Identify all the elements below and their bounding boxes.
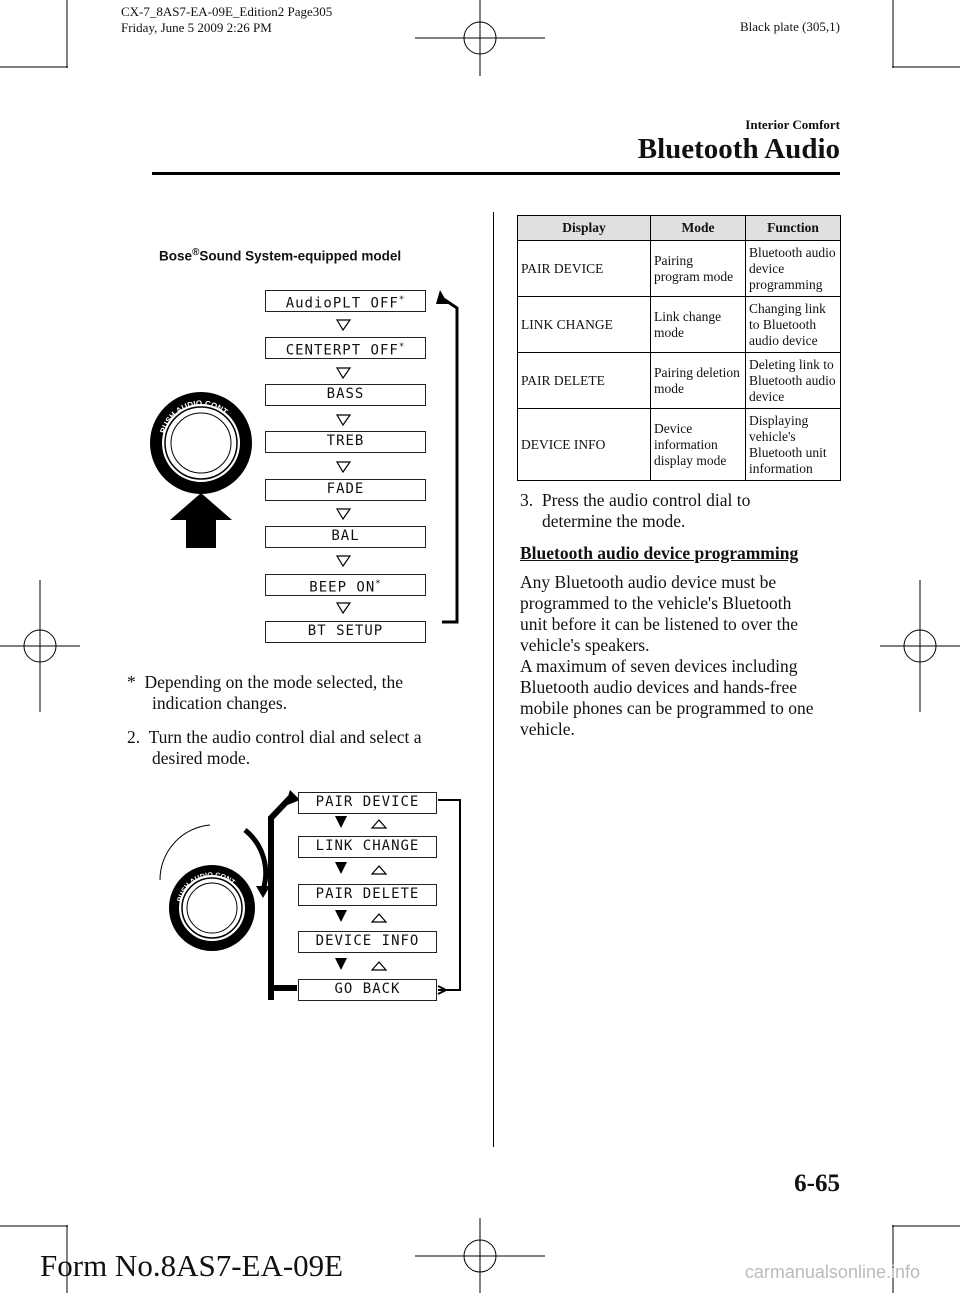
date-line: Friday, June 5 2009 2:26 PM <box>121 20 272 35</box>
menu-item-treb: TREB <box>265 431 426 453</box>
table-row: PAIR DELETE Pairing deletion mode Deleting link to Bluetooth audio device <box>518 353 841 409</box>
step-2: 2. Turn the audio control dial and select a desired mode. <box>127 727 422 768</box>
menu-item-bass: BASS <box>265 384 426 406</box>
col-mode: Mode <box>651 216 746 241</box>
watermark: carmanualsonline.info <box>744 1262 920 1282</box>
col-function: Function <box>746 216 841 241</box>
mode-function-table <box>517 215 841 481</box>
menu-item-bal: BAL <box>265 526 426 548</box>
bt-menu-device-info: DEVICE INFO <box>298 931 437 953</box>
cycle-arrow-icon <box>436 290 448 304</box>
page-title: Bluetooth Audio <box>637 133 840 165</box>
table-row: LINK CHANGE Link change mode Changing link to Bluetooth audio device <box>518 297 841 353</box>
page-number: 6-65 <box>794 1170 840 1197</box>
push-arrow-icon <box>170 493 232 548</box>
plate-label: Black plate (305,1) <box>740 19 840 34</box>
table-row: DEVICE INFO Device information display mode Displaying vehicle's Bluetooth unit information <box>518 409 841 481</box>
bt-menu-go-back: GO BACK <box>298 979 437 1001</box>
menu-item-beep: BEEP ON* <box>265 574 426 596</box>
table-header-row <box>518 216 841 241</box>
indication-note: * Depending on the mode selected, the indication changes. <box>127 672 404 713</box>
menu-item-bt-setup: BT SETUP <box>265 621 426 643</box>
form-number: Form No.8AS7-EA-09E <box>40 1248 344 1283</box>
bt-menu-pair-device: PAIR DEVICE <box>298 792 437 814</box>
menu-item-centerpt: CENTERPT OFF* <box>265 337 426 359</box>
programming-subheading: Bluetooth audio device programming <box>520 543 799 563</box>
table-row: PAIR DEVICE Pairing program mode Bluetooth audio device programming <box>518 241 841 297</box>
menu-item-audioplt: AudioPLT OFF* <box>265 290 426 312</box>
down-chevrons <box>337 320 350 613</box>
svg-text:PUSH AUDIO CONT: PUSH AUDIO CONT <box>176 871 236 903</box>
rotate-arrow-right <box>245 830 266 890</box>
column-divider <box>493 212 494 1147</box>
bt-menu-link-change: LINK CHANGE <box>298 836 437 858</box>
bose-model-label: Bose®Sound System-equipped model <box>159 247 402 264</box>
title-rule <box>152 172 840 175</box>
file-line: CX-7_8AS7-EA-09E_Edition2 Page305 <box>121 4 333 19</box>
col-display: Display <box>518 216 651 241</box>
step-3: 3. Press the audio control dial to determine the mode. <box>520 490 751 531</box>
section-label: Interior Comfort <box>745 117 840 132</box>
paragraph-2: A maximum of seven devices including Bluetooth audio devices and hands-free mobile phones can be programmed to one vehicle. <box>520 656 814 739</box>
cycle-bracket <box>438 800 460 990</box>
dial-label: PUSH AUDIO CONT <box>158 398 230 435</box>
file-info <box>121 4 332 36</box>
paragraph-1: Any Bluetooth audio device must be programmed to the vehicle's Bluetooth unit before it can be listened to over the vehicle's speakers. <box>520 572 798 655</box>
menu-item-fade: FADE <box>265 479 426 501</box>
bt-menu-pair-delete: PAIR DELETE <box>298 884 437 906</box>
